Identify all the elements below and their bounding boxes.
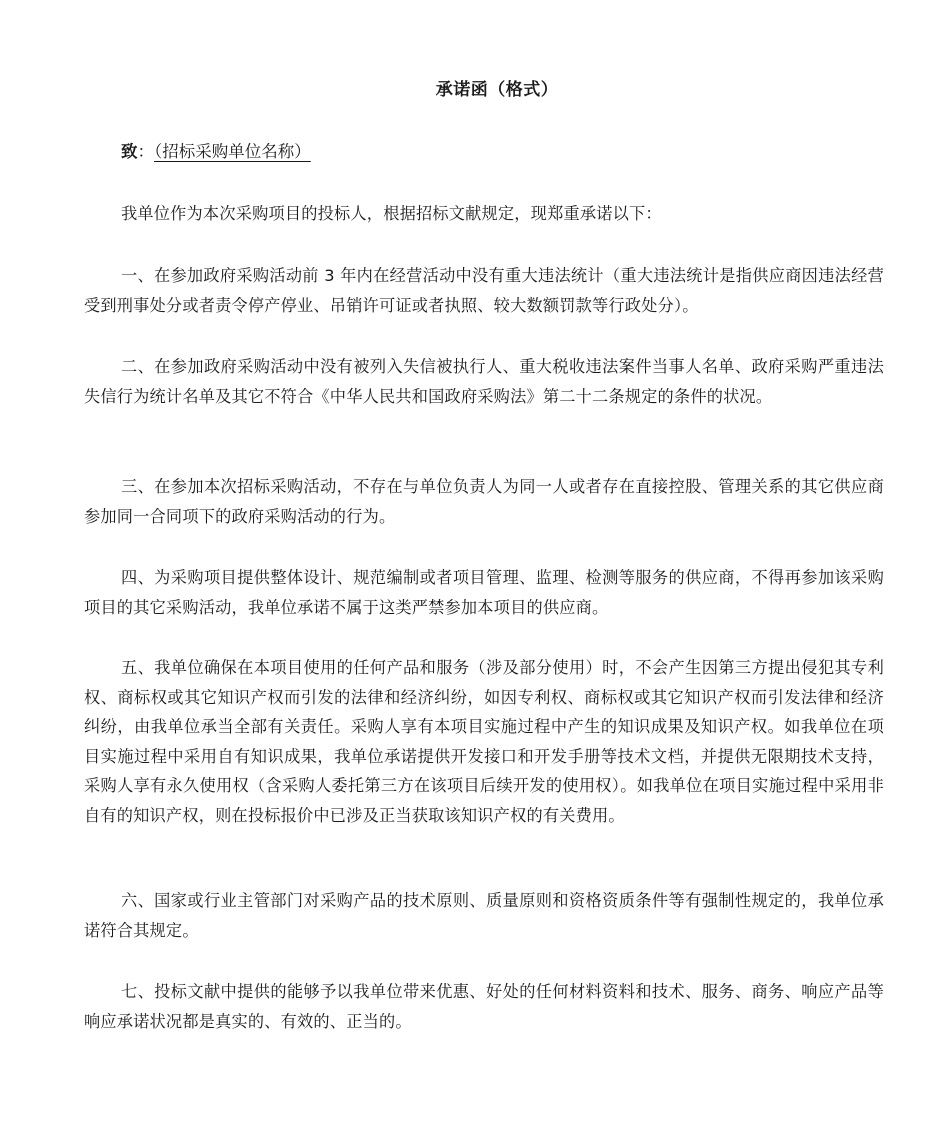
clause-2: 二、在参加政府采购活动中没有被列入失信被执行人、重大税收违法案件当事人名单、政府采购严重违法失信行为统计名单及其它不符合《中华人民共和国政府采购法》第二十二条规定的条件的状况。 (84, 357, 884, 406)
addressee-colon: ： (137, 142, 154, 161)
addressee-line (121, 140, 311, 164)
clause-6: 六、国家或行业主管部门对采购产品的技术原则、质量原则和资格资质条件等有强制性规定的，我单位承诺符合其规定。 (84, 891, 884, 940)
addressee-name: （招标采购单位名称） (154, 142, 311, 161)
clause-4: 四、为采购项目提供整体设计、规范编制或者项目管理、监理、检测等服务的供应商，不得再参加该采购项目的其它采购活动，我单位承诺不属于这类严禁参加本项目的供应商。 (84, 568, 884, 617)
document-title: 承诺函（格式） (435, 80, 559, 100)
clause-1: 一、在参加政府采购活动前 3 年内在经营活动中没有重大违法统计（重大违法统计是指供应商因违法经营受到刑事处分或者责令停产停业、吊销许可证或者执照、较大数额罚款等行政处分）。 (84, 266, 884, 315)
clause-5: 五、我单位确保在本项目使用的任何产品和服务（涉及部分使用）时，不会产生因第三方提出侵犯其专利权、商标权或其它知识产权而引发的法律和经济纠纷，如因专利权、商标权或其它知识产权而引发法律和经济纠纷，由我单位承当全部有关责任。采购人享有本项目实施过程中产生的知识成果及知识产权。如我单位在项目实施过程中采用自有知识成果，我单位承诺提供开发接口和开发手册等技术文档，并提供无限期技术支持，采购人享有永久使用权（含采购人委托第三方在该项目后续开发的使用权）。如我单位在项目实施过程中采用非自有的知识产权，则在投标报价中已涉及正当获取该知识产权的有关费用。 (84, 658, 884, 825)
addressee-label: 致 (121, 142, 138, 161)
clause-3: 三、在参加本次招标采购活动，不存在与单位负责人为同一人或者存在直接控股、管理关系的其它供应商参加同一合同项下的政府采购活动的行为。 (84, 477, 884, 526)
intro-paragraph: 我单位作为本次采购项目的投标人，根据招标文献规定，现郑重承诺以下： (121, 204, 662, 223)
clause-7: 七、投标文献中提供的能够予以我单位带来优惠、好处的任何材料资料和技术、服务、商务、响应产品等响应承诺状况都是真实的、有效的、正当的。 (84, 982, 884, 1031)
